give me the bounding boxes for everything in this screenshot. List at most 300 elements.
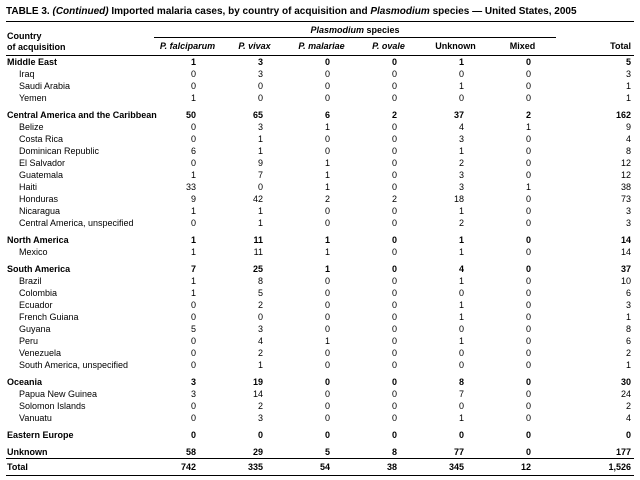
row-label: Ecuador [19,300,53,310]
cell-p-falciparum: 1 [190,276,196,286]
cell-p-falciparum: 1 [190,57,196,67]
table-row-oceania [6,371,634,388]
cell-p-vivax: 8 [257,276,263,286]
cell-unknown: 3 [458,170,464,180]
cell-p-falciparum: 33 [185,182,196,192]
table-row-honduras [6,193,634,205]
cell-mixed: 0 [525,324,531,334]
table-row-peru [6,335,634,347]
cell-p-malariae: 0 [324,146,330,156]
col-group-plasmodium-species [154,22,556,38]
row-label: Iraq [19,69,35,79]
cell-p-malariae: 1 [324,182,330,192]
cell-mixed: 0 [525,288,531,298]
cell-total: 3 [625,206,631,216]
cell-total: 1 [625,81,631,91]
cell-total: 9 [625,122,631,132]
cell-p-ovale: 0 [391,93,397,103]
cell-p-ovale: 0 [391,324,397,334]
cell-total: 3 [625,69,631,79]
table-row-iraq [6,68,634,80]
cell-p-ovale: 0 [391,264,397,274]
title-plasmodium-word: Plasmodium [370,6,430,17]
table-row-saudi-arabia [6,80,634,92]
cell-p-malariae: 0 [324,413,330,423]
cell-p-malariae: 6 [324,110,330,120]
cell-mixed: 1 [525,122,531,132]
cell-p-malariae: 0 [324,389,330,399]
cell-p-ovale: 0 [391,300,397,310]
cell-unknown: 7 [458,389,464,399]
cell-total: 177 [615,447,631,457]
cell-total: 162 [615,110,631,120]
cell-mixed: 0 [525,413,531,423]
cell-p-vivax: 4 [257,336,263,346]
col-header-p-vivax: P. vivax [221,38,288,56]
row-label: Vanuatu [19,413,52,423]
cell-total: 73 [620,194,631,204]
cell-unknown: 345 [422,459,489,476]
table-row-colombia [6,287,634,299]
title-main-text: Imported malaria cases, by country of acquisition and [111,6,368,17]
cell-p-falciparum: 0 [190,158,196,168]
header-group-row [6,22,634,38]
cell-unknown: 3 [458,134,464,144]
cell-p-vivax: 29 [252,447,263,457]
table-row-brazil [6,275,634,287]
cell-p-ovale: 0 [391,276,397,286]
table-row-nicaragua [6,205,634,217]
cell-p-malariae: 2 [324,194,330,204]
plasmodium-word: Plasmodium [310,25,364,35]
cell-unknown: 1 [458,312,464,322]
table-row-french-guiana [6,311,634,323]
cell-p-malariae: 1 [324,235,330,245]
cell-p-ovale: 0 [391,134,397,144]
row-label: Central America and the Caribbean [7,110,157,120]
cell-mixed: 0 [525,430,531,440]
table-row-guyana [6,323,634,335]
table-row-dominican-republic [6,145,634,157]
cell-total: 1,526 [556,459,634,476]
cell-p-ovale: 0 [391,170,397,180]
row-label: Peru [19,336,39,346]
cell-p-falciparum: 6 [190,146,196,156]
cell-unknown: 4 [458,264,464,274]
table-row-costa-rica [6,133,634,145]
cell-p-vivax: 2 [257,348,263,358]
cell-p-malariae: 0 [324,312,330,322]
table-row-unknown [6,441,634,459]
cell-p-ovale: 0 [391,122,397,132]
cell-unknown: 0 [458,348,464,358]
cell-p-ovale: 0 [391,413,397,423]
cell-p-vivax: 0 [257,81,263,91]
cell-p-malariae: 0 [324,348,330,358]
cell-unknown: 1 [458,146,464,156]
cell-unknown: 2 [458,158,464,168]
cell-p-falciparum: 0 [190,312,196,322]
table-row-south-america [6,258,634,275]
cell-unknown: 0 [458,401,464,411]
cell-p-vivax: 0 [257,430,263,440]
cell-p-vivax: 11 [253,247,263,257]
cell-p-malariae: 1 [324,122,330,132]
cell-p-malariae: 0 [324,69,330,79]
cell-mixed: 0 [525,57,531,67]
cell-unknown: 8 [458,377,464,387]
cell-p-falciparum: 0 [190,336,196,346]
cell-p-ovale: 2 [391,194,397,204]
cell-total: 4 [625,413,631,423]
cell-total: 8 [625,146,631,156]
cell-p-malariae: 0 [324,81,330,91]
cell-p-ovale: 0 [391,206,397,216]
cell-p-falciparum: 0 [190,218,196,228]
row-label: South America [7,264,71,274]
table-row-central-america-unspecified [6,217,634,229]
cell-p-vivax: 0 [257,182,263,192]
table-row-yemen [6,92,634,104]
cell-total: 3 [625,218,631,228]
cell-p-vivax: 3 [257,413,263,423]
cell-unknown: 18 [453,194,464,204]
cell-p-malariae: 0 [324,206,330,216]
cell-unknown: 1 [458,247,464,257]
row-label: Mexico [19,247,48,257]
cell-total: 1 [625,93,631,103]
cell-unknown: 0 [458,69,464,79]
cell-mixed: 0 [525,348,531,358]
cell-p-malariae: 1 [324,336,330,346]
table-row-middle-east [6,56,634,69]
table-body [6,56,634,476]
cell-p-falciparum: 0 [190,300,196,310]
cell-p-falciparum: 0 [190,430,196,440]
cell-p-malariae: 0 [324,377,330,387]
table-row-north-america [6,229,634,246]
cell-unknown: 0 [458,288,464,298]
cell-mixed: 0 [525,300,531,310]
cell-p-ovale: 0 [391,377,397,387]
cell-unknown: 1 [458,57,464,67]
table-row-solomon-islands [6,400,634,412]
cell-p-vivax: 0 [257,312,263,322]
cell-p-vivax: 1 [257,146,263,156]
cell-total: 8 [625,324,631,334]
cell-p-ovale: 0 [391,389,397,399]
col-header-p-falciparum: P. falciparum [154,38,221,56]
cell-unknown: 1 [458,206,464,216]
title-continued: (Continued) [52,6,109,17]
cell-p-vivax: 11 [253,235,263,245]
cell-p-falciparum: 742 [154,459,221,476]
row-label: Nicaragua [19,206,61,216]
cell-total: 10 [620,276,631,286]
cell-mixed: 0 [525,360,531,370]
cell-mixed: 12 [489,459,556,476]
cell-p-malariae: 0 [324,218,330,228]
species-word: species [366,25,400,35]
row-label: Saudi Arabia [19,81,71,91]
cell-unknown: 0 [458,324,464,334]
row-label: Unknown [7,447,48,457]
cell-mixed: 0 [525,81,531,91]
col-header-mixed: Mixed [489,38,556,56]
cell-p-vivax: 5 [257,288,263,298]
country-header-line1: Country [7,31,42,41]
cell-p-malariae: 1 [324,264,330,274]
cell-p-vivax: 1 [257,134,263,144]
cell-total: 6 [625,288,631,298]
cell-p-ovale: 0 [391,146,397,156]
cell-p-vivax: 1 [257,218,263,228]
country-header-line2: of acquisition [7,41,66,52]
cell-p-falciparum: 1 [190,93,196,103]
table-row-venezuela [6,347,634,359]
col-header-total: Total [556,22,634,56]
cell-p-malariae: 5 [324,447,330,457]
cell-p-vivax: 0 [257,93,263,103]
cell-p-ovale: 2 [391,110,397,120]
cell-p-falciparum: 7 [190,264,196,274]
table-row-guatemala [6,169,634,181]
row-label: Costa Rica [19,134,64,144]
cell-total: 5 [625,57,631,67]
cell-unknown: 2 [458,218,464,228]
cell-p-vivax: 65 [252,110,263,120]
cell-total: 30 [620,377,631,387]
cell-p-ovale: 0 [391,288,397,298]
row-label: Oceania [7,377,43,387]
cell-p-ovale: 0 [391,81,397,91]
row-label: Colombia [19,288,58,298]
cell-p-ovale: 0 [391,158,397,168]
cell-p-malariae: 54 [288,459,355,476]
cell-p-vivax: 9 [257,158,263,168]
cell-unknown: 0 [458,360,464,370]
cell-p-falciparum: 1 [190,235,196,245]
table-header [6,22,634,56]
cell-p-ovale: 38 [355,459,422,476]
cell-p-falciparum: 0 [190,69,196,79]
cell-p-malariae: 0 [324,324,330,334]
cell-p-ovale: 8 [391,447,397,457]
cell-mixed: 0 [525,264,531,274]
table-row-ecuador [6,299,634,311]
cell-unknown: 4 [458,122,464,132]
cell-total: 2 [625,348,631,358]
cell-mixed: 0 [525,401,531,411]
cell-p-falciparum: 9 [190,194,196,204]
cell-p-falciparum: 1 [190,170,196,180]
cell-p-malariae: 1 [324,158,330,168]
row-label: Haiti [19,182,38,192]
cell-mixed: 0 [525,336,531,346]
cell-mixed: 0 [525,206,531,216]
cell-p-vivax: 3 [257,122,263,132]
cell-p-ovale: 0 [391,401,397,411]
cell-unknown: 1 [458,276,464,286]
cell-p-ovale: 0 [391,235,397,245]
cell-p-vivax: 19 [252,377,263,387]
cell-unknown: 1 [458,300,464,310]
cell-mixed: 0 [525,218,531,228]
cell-p-falciparum: 5 [190,324,196,334]
cell-p-vivax: 3 [257,57,263,67]
cell-p-malariae: 1 [324,170,330,180]
cell-mixed: 0 [525,146,531,156]
row-label: Guatemala [19,170,64,180]
cell-p-vivax: 335 [221,459,288,476]
cell-unknown: 3 [458,182,464,192]
col-header-country-of-acquisition [6,22,154,56]
row-label: Solomon Islands [19,401,86,411]
cell-mixed: 0 [525,93,531,103]
table-row-eastern-europe [6,424,634,441]
cell-p-falciparum: 1 [190,206,196,216]
row-label: Total [6,459,154,476]
cell-unknown: 37 [453,110,464,120]
row-label: North America [7,235,69,245]
cell-p-falciparum: 3 [190,389,196,399]
cell-unknown: 1 [458,81,464,91]
cell-p-vivax: 25 [252,264,263,274]
cell-mixed: 0 [525,312,531,322]
table-title [6,5,634,18]
cell-mixed: 0 [525,134,531,144]
cell-p-falciparum: 0 [190,401,196,411]
cell-total: 0 [625,430,631,440]
cell-p-falciparum: 0 [190,360,196,370]
cell-unknown: 1 [458,336,464,346]
cell-p-vivax: 14 [252,389,263,399]
cell-p-malariae: 1 [324,247,330,257]
table-row-total [6,459,634,476]
table-row-haiti [6,181,634,193]
cell-total: 4 [625,134,631,144]
cell-unknown: 1 [458,413,464,423]
cell-total: 1 [625,360,631,370]
cell-mixed: 0 [525,235,531,245]
cell-mixed: 0 [525,247,531,257]
title-table-number: TABLE 3. [6,6,50,17]
table-row-vanuatu [6,412,634,424]
row-label: Papua New Guinea [19,389,98,399]
cell-mixed: 2 [525,110,531,120]
cell-p-ovale: 0 [391,218,397,228]
cell-total: 6 [625,336,631,346]
cell-unknown: 77 [453,447,464,457]
row-label: Central America, unspecified [19,218,134,228]
col-header-p-malariae: P. malariae [288,38,355,56]
cell-p-falciparum: 0 [190,348,196,358]
cell-total: 1 [625,312,631,322]
cell-p-malariae: 0 [324,401,330,411]
cell-p-vivax: 3 [257,69,263,79]
cell-p-vivax: 7 [257,170,263,180]
row-label: Honduras [19,194,59,204]
row-label: Brazil [19,276,42,286]
malaria-cases-table [6,21,634,476]
cell-mixed: 0 [525,389,531,399]
cell-p-ovale: 0 [391,360,397,370]
cell-p-falciparum: 58 [185,447,196,457]
row-label: Venezuela [19,348,62,358]
row-label: Belize [19,122,44,132]
cell-p-malariae: 0 [324,57,330,67]
cell-p-vivax: 1 [257,360,263,370]
cell-total: 37 [620,264,631,274]
table-row-mexico [6,246,634,258]
cell-p-malariae: 0 [324,300,330,310]
col-header-p-ovale: P. ovale [355,38,422,56]
cell-total: 24 [620,389,631,399]
cell-p-ovale: 0 [391,182,397,192]
table-row-south-america-unspecified [6,359,634,371]
cell-p-ovale: 0 [391,57,397,67]
row-label: Dominican Republic [19,146,100,156]
row-label: Yemen [19,93,47,103]
cell-total: 2 [625,401,631,411]
cell-p-vivax: 2 [257,401,263,411]
cell-p-falciparum: 1 [190,288,196,298]
cell-total: 38 [620,182,631,192]
cell-p-falciparum: 0 [190,134,196,144]
row-label: El Salvador [19,158,66,168]
cell-mixed: 0 [525,158,531,168]
cell-p-ovale: 0 [391,247,397,257]
cell-unknown: 0 [458,93,464,103]
cell-total: 12 [620,158,631,168]
cell-p-vivax: 1 [257,206,263,216]
table-row-el-salvador [6,157,634,169]
row-label: French Guiana [19,312,79,322]
cell-mixed: 0 [525,170,531,180]
cell-p-vivax: 3 [257,324,263,334]
cell-p-falciparum: 3 [190,377,196,387]
cell-p-malariae: 0 [324,430,330,440]
cell-total: 14 [620,247,631,257]
row-label: Middle East [7,57,58,67]
cell-p-vivax: 42 [252,194,263,204]
row-label: Guyana [19,324,51,334]
cell-p-falciparum: 0 [190,81,196,91]
cell-total: 14 [620,235,631,245]
cell-p-ovale: 0 [391,348,397,358]
cell-p-malariae: 0 [324,288,330,298]
col-header-unknown: Unknown [422,38,489,56]
cell-mixed: 0 [525,276,531,286]
cell-mixed: 1 [525,182,531,192]
table-row-belize [6,121,634,133]
cell-mixed: 0 [525,69,531,79]
table-row-central-america-and-the-caribbean [6,104,634,121]
cell-total: 3 [625,300,631,310]
cell-mixed: 0 [525,447,531,457]
cell-p-falciparum: 1 [190,247,196,257]
cell-p-falciparum: 0 [190,122,196,132]
cell-p-malariae: 0 [324,134,330,144]
cell-total: 12 [620,170,631,180]
cell-mixed: 0 [525,194,531,204]
cell-p-malariae: 0 [324,360,330,370]
title-suffix: species — United States, 2005 [432,6,577,17]
cell-p-malariae: 0 [324,276,330,286]
cell-unknown: 0 [458,430,464,440]
cell-p-falciparum: 50 [185,110,196,120]
row-label: Eastern Europe [7,430,74,440]
